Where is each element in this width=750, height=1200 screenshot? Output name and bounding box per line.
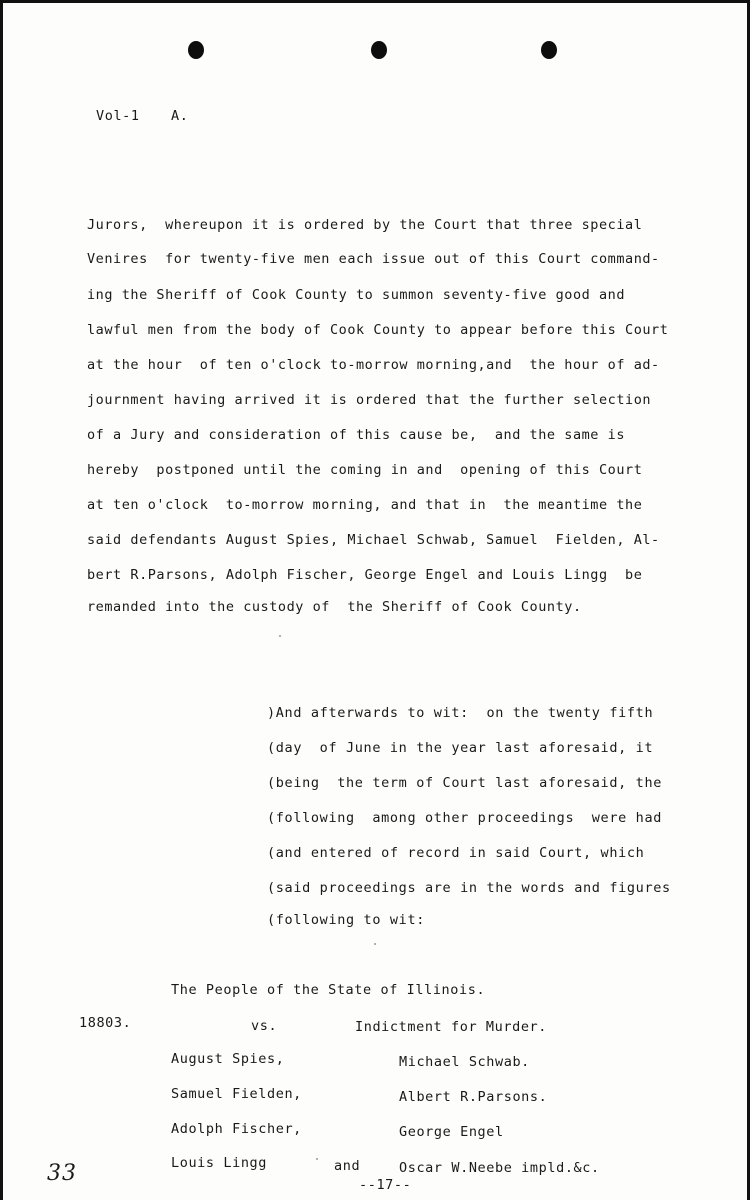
section-label: A.	[171, 108, 189, 124]
body-line: at ten o'clock to-morrow morning, and that in the meantime the	[87, 497, 643, 513]
defendant-name: Adolph Fischer,	[171, 1121, 302, 1137]
body-line: ing the Sheriff of Cook County to summon seventy-five good and	[87, 287, 626, 303]
case-number: 18803.	[79, 1015, 132, 1031]
record-line: (day of June in the year last aforesaid, it	[267, 740, 654, 756]
speck-mark	[374, 943, 376, 945]
body-line: bert R.Parsons, Adolph Fischer, George Engel and Louis Lingg be	[87, 567, 643, 583]
defendant-name: Albert R.Parsons.	[399, 1089, 548, 1105]
charge-label: Indictment for Murder.	[355, 1019, 548, 1035]
body-line: remanded into the custody of the Sheriff of Cook County.	[87, 599, 582, 615]
punch-hole-left	[188, 41, 204, 59]
punch-hole-right	[541, 41, 557, 59]
case-title: The People of the State of Illinois.	[171, 982, 486, 998]
body-line: of a Jury and consideration of this cause be, and the same is	[87, 427, 626, 443]
defendant-name: August Spies,	[171, 1051, 285, 1067]
record-line: (being the term of Court last aforesaid, the	[267, 775, 662, 791]
record-line: (and entered of record in said Court, which	[267, 845, 645, 861]
body-line: Venires for twenty-five men each issue out of this Court command-	[87, 251, 660, 267]
body-line: hereby postponed until the coming in and opening of this Court	[87, 462, 643, 478]
defendant-name: George Engel	[399, 1124, 504, 1140]
body-line: journment having arrived it is ordered that the further selection	[87, 392, 652, 408]
defendant-name: Louis Lingg	[171, 1155, 268, 1171]
defendant-name: Samuel Fielden,	[171, 1086, 302, 1102]
defendant-name: Oscar W.Neebe impld.&c.	[399, 1160, 600, 1176]
body-line: Jurors, whereupon it is ordered by the Court that three special	[87, 217, 643, 233]
speck-mark	[316, 1158, 318, 1160]
page-number: --17--	[359, 1177, 412, 1193]
body-line: lawful men from the body of Cook County to appear before this Court	[87, 322, 669, 338]
body-line: said defendants August Spies, Michael Schwab, Samuel Fielden, Al-	[87, 532, 660, 548]
versus-label: vs.	[251, 1018, 278, 1034]
defendant-name: Michael Schwab.	[399, 1054, 530, 1070]
record-line: (said proceedings are in the words and figures	[267, 880, 671, 896]
speck-mark	[279, 635, 281, 637]
volume-label: Vol-1	[96, 108, 140, 124]
body-line: at the hour of ten o'clock to-morrow morning,and the hour of ad-	[87, 357, 660, 373]
and-label: and	[334, 1158, 361, 1174]
handwritten-page-number: 33	[47, 1161, 77, 1186]
record-line: )And afterwards to wit: on the twenty fifth	[267, 705, 654, 721]
record-line: (following to wit:	[267, 912, 425, 928]
punch-hole-center	[371, 41, 387, 59]
record-line: (following among other proceedings were had	[267, 810, 662, 826]
